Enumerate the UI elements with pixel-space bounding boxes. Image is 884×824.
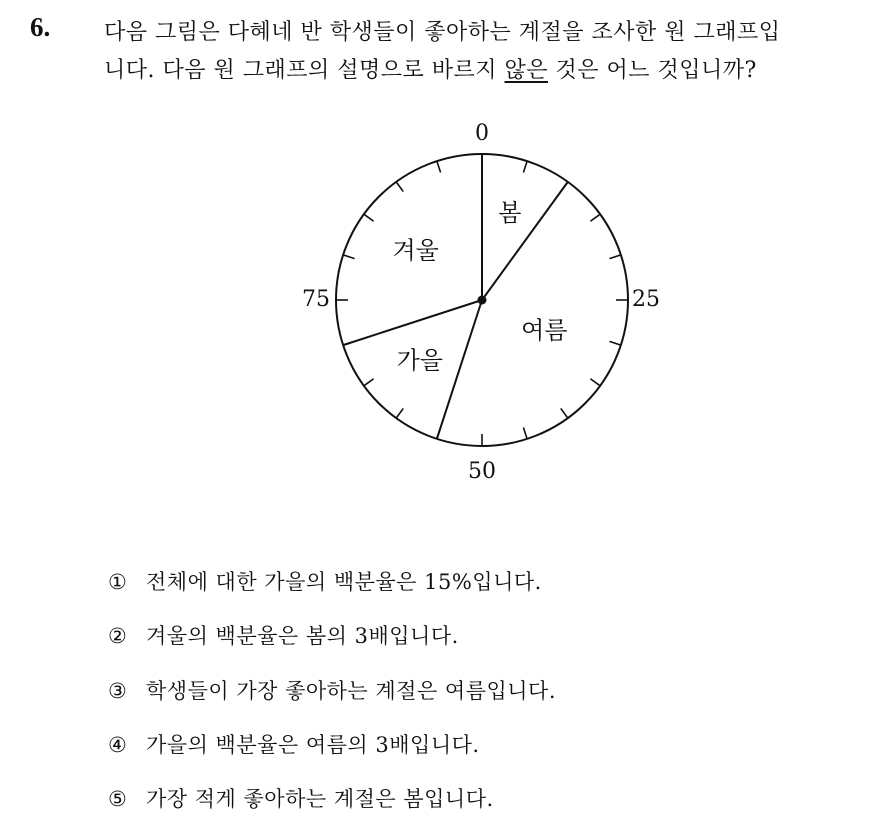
pie-tick-95 bbox=[437, 161, 441, 172]
choice-3[interactable] bbox=[108, 675, 556, 705]
choice-5[interactable] bbox=[108, 783, 494, 813]
scale-label-25: 25 bbox=[632, 287, 660, 312]
question-line-2-start: 니다. 다음 원 그래프의 설명으로 바르지 bbox=[104, 58, 505, 83]
choice-2[interactable] bbox=[108, 620, 459, 650]
pie-tick-65 bbox=[364, 379, 374, 386]
pie-tick-30 bbox=[609, 341, 620, 345]
pie-tick-90 bbox=[396, 182, 403, 192]
slice-label-3: 가을 bbox=[396, 346, 443, 375]
pie-center-dot bbox=[478, 296, 487, 305]
question-line-1: 다음 그림은 다혜네 반 학생들이 좋아하는 계절을 조사한 원 그래프입 bbox=[104, 20, 781, 45]
choice-1[interactable] bbox=[108, 566, 542, 596]
choice-2-text: 겨울의 백분율은 봄의 3배입니다. bbox=[146, 624, 459, 648]
pie-tick-60 bbox=[396, 408, 403, 418]
pie-tick-45 bbox=[523, 427, 527, 438]
choice-3-number: ③ bbox=[108, 679, 128, 703]
question-underlined-word: 않은 bbox=[504, 58, 549, 83]
choice-1-number: ① bbox=[108, 570, 128, 594]
scale-label-75: 75 bbox=[302, 287, 330, 312]
question-number: 6. bbox=[30, 12, 51, 42]
choice-4[interactable] bbox=[108, 729, 480, 759]
pie-tick-20 bbox=[609, 255, 620, 259]
choice-5-number: ⑤ bbox=[108, 787, 128, 811]
choice-5-text: 가장 적게 좋아하는 계절은 봄입니다. bbox=[146, 787, 494, 811]
pie-tick-35 bbox=[590, 379, 600, 386]
choice-2-number: ② bbox=[108, 624, 128, 648]
question-line-2-end: 것은 어느 것입니까? bbox=[548, 58, 757, 83]
pie-tick-80 bbox=[343, 255, 354, 259]
slice-boundary-4 bbox=[343, 300, 482, 345]
slice-boundary-2 bbox=[482, 182, 568, 300]
choice-4-number: ④ bbox=[108, 733, 128, 757]
scale-label-50: 50 bbox=[468, 459, 496, 484]
slice-label-1: 봄 bbox=[498, 198, 522, 227]
scale-label-0: 0 bbox=[475, 121, 489, 146]
slice-boundary-3 bbox=[437, 300, 482, 439]
choice-3-text: 학생들이 가장 좋아하는 계절은 여름입니다. bbox=[146, 679, 557, 703]
slice-label-4: 겨울 bbox=[392, 236, 439, 265]
choice-1-text: 전체에 대한 가을의 백분율은 15%입니다. bbox=[146, 570, 542, 594]
slice-label-2: 여름 bbox=[521, 316, 568, 345]
choice-4-text: 가을의 백분율은 여름의 3배입니다. bbox=[146, 733, 480, 757]
pie-tick-5 bbox=[523, 161, 527, 172]
pie-tick-15 bbox=[590, 214, 600, 221]
pie-tick-40 bbox=[561, 408, 568, 418]
pie-tick-85 bbox=[364, 214, 374, 221]
